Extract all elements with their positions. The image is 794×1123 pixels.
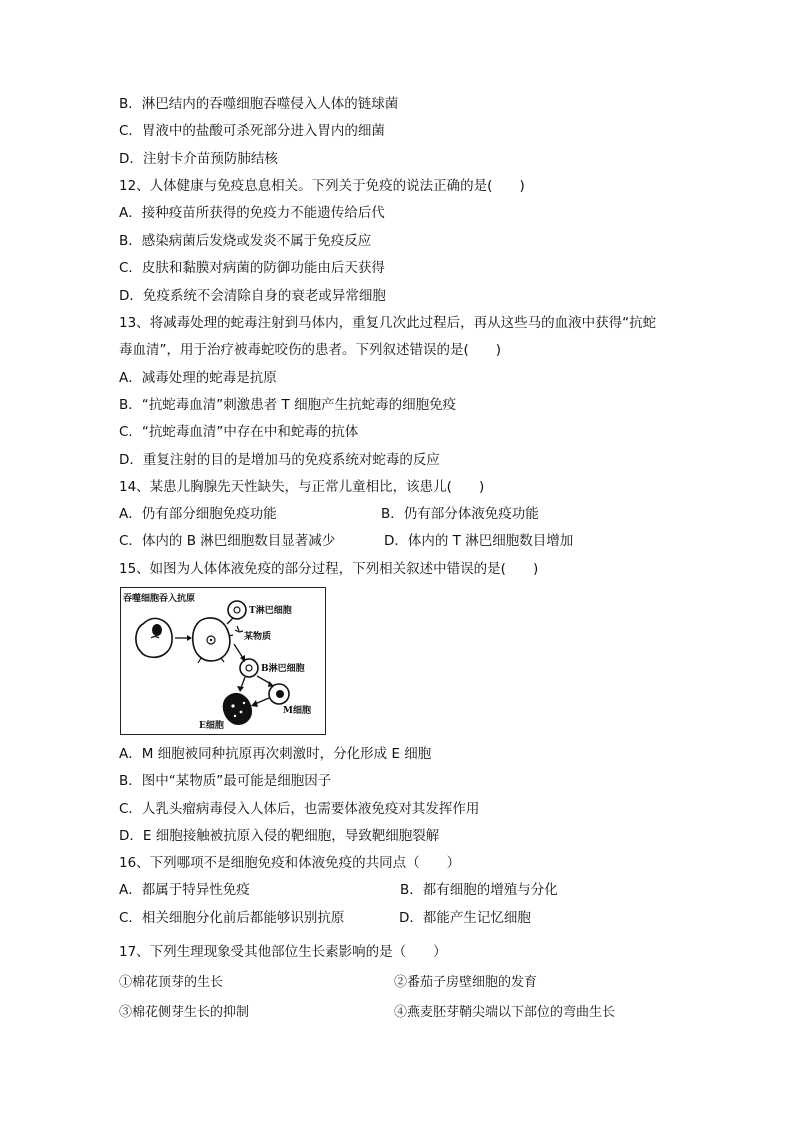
question-13-cont: 毒血清”，用于治疗被毒蛇咬伤的患者。下列叙述错误的是( ) — [119, 342, 502, 358]
option-13-c: C．“抗蛇毒血清”中存在中和蛇毒的抗体 — [119, 424, 359, 440]
t-cell-shape — [228, 601, 246, 619]
option-14-a: A．仍有部分细胞免疫功能 — [119, 506, 277, 522]
option-17-1: ①棉花顶芽的生长 — [119, 975, 224, 990]
option-13-d: D．重复注射的目的是增加马的免疫系统对蛇毒的反应 — [119, 452, 440, 468]
option-14-d: D．体内的 T 淋巴细胞数目增加 — [384, 533, 574, 549]
option-12-c: C．皮肤和黏膜对病菌的防御功能由后天获得 — [119, 260, 385, 276]
e-cell-label: E细胞 — [199, 721, 224, 731]
option-16-d: D．都能产生记忆细胞 — [399, 910, 531, 926]
option-13-b: B．“抗蛇毒血清”刺激患者 T 细胞产生抗蛇毒的细胞免疫 — [119, 397, 457, 413]
t-cell-label: T淋巴细胞 — [249, 606, 292, 616]
option-12-a: A．接种疫苗所获得的免疫力不能遗传给后代 — [119, 205, 385, 221]
option-16-b: B．都有细胞的增殖与分化 — [400, 882, 558, 898]
option-15-b: B．图中“某物质”最可能是细胞因子 — [119, 773, 332, 789]
option-14-b: B．仍有部分体液免疫功能 — [381, 506, 539, 522]
option-16-c: C．相关细胞分化前后都能够识别抗原 — [119, 910, 345, 926]
option-11-d: D．注射卡介苗预防肺结核 — [119, 151, 278, 167]
option-12-d: D．免疫系统不会清除自身的衰老或异常细胞 — [119, 288, 386, 304]
e-cell-shape — [223, 694, 251, 725]
question-12: 12、人体健康与免疫息息相关。下列关于免疫的说法正确的是( ) — [119, 178, 525, 194]
phagocyte-cell-shape — [136, 618, 172, 657]
antigen-dot — [152, 624, 162, 636]
option-17-2: ②番茄子房壁细胞的发育 — [394, 975, 538, 990]
option-15-d: D．E 细胞接触被抗原入侵的靶细胞，导致靶细胞裂解 — [119, 828, 440, 844]
option-15-c: C．人乳头瘤病毒侵入人体后，也需要体液免疫对其发挥作用 — [119, 801, 480, 817]
b-cell-label: B淋巴细胞 — [261, 664, 305, 674]
option-15-a: A．M 细胞被同种抗原再次刺激时，分化形成 E 细胞 — [119, 746, 432, 762]
immune-process-figure — [120, 587, 326, 735]
figure-title: 吞噬细胞吞入抗原 — [123, 594, 196, 604]
option-17-4: ④燕麦胚芽鞘尖端以下部位的弯曲生长 — [394, 1005, 616, 1020]
option-16-a: A．都属于特异性免疫 — [119, 882, 250, 898]
question-14: 14、某患儿胸腺先天性缺失，与正常儿童相比，该患儿( ) — [119, 479, 485, 495]
option-17-3: ③棉花侧芽生长的抑制 — [119, 1005, 250, 1020]
option-12-b: B．感染病菌后发烧或发炎不属于免疫反应 — [119, 233, 372, 249]
question-15: 15、如图为人体体液免疫的部分过程，下列相关叙述中错误的是( ) — [119, 561, 539, 577]
option-11-b: B．淋巴结内的吞噬细胞吞噬侵入人体的链球菌 — [119, 96, 399, 112]
option-11-c: C．胃液中的盐酸可杀死部分进入胃内的细菌 — [119, 123, 385, 139]
m-cell-label: M细胞 — [283, 706, 311, 716]
question-17: 17、下列生理现象受其他部位生长素影响的是（ ） — [119, 944, 447, 960]
question-16: 16、下列哪项不是细胞免疫和体液免疫的共同点（ ） — [119, 855, 461, 871]
b-cell-shape — [240, 659, 258, 677]
question-13: 13、将减毒处理的蛇毒注射到马体内，重复几次此过程后，再从这些马的血液中获得“抗蛇 — [119, 315, 657, 331]
substance-label: 某物质 — [244, 632, 272, 642]
option-13-a: A．减毒处理的蛇毒是抗原 — [119, 370, 277, 386]
option-14-c: C．体内的 B 淋巴细胞数目显著减少 — [119, 533, 336, 549]
